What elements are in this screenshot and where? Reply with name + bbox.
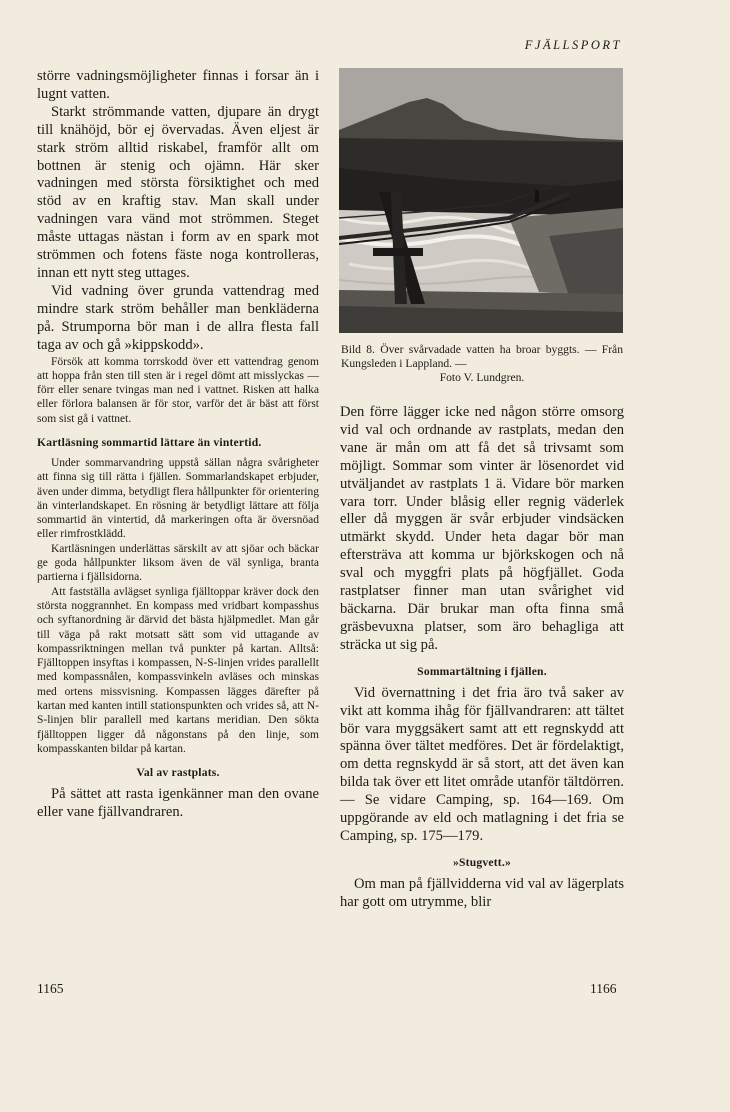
running-head: FJÄLLSPORT: [524, 38, 622, 52]
left-paragraph-8: På sättet att rasta igenkänner man den ovane eller vane fjällvandraren.: [37, 786, 319, 821]
right-column: [340, 404, 624, 912]
right-paragraph-1: Den förre lägger icke ned någon större omsorg vid val och ordnande av rastplats, medan den vane är mån om att få det så trivsamt som möjligt. Sommar som vinter är lösenordet vid utväljandet av rastplats 1 ä. Vidare bör marken vara torr. Under blåsig eller regnig väderlek eller då myggen är svår erbjuder vindsäcken utmärkt skydd. Under heta dagar bör man eftersträva att komma ur björkskogen och nå sval och myggfri plats på högfjället. Goda rastplatser finner man utan svårighet vid bäckarna. Där brukar man ofta finna små gräsbevuxna platser, som äro behagliga att sträcka ut sig på.: [340, 404, 624, 653]
left-paragraph-5: Under sommarvandring uppstå sällan några svårigheter att finna sig till rätta i fjällen. Sommarlandskapet erbjuder, även under dimma, betydligt flera hållpunkter för orientering än vinterlandskapet. En rösning är betydligt lättare att följa sommartid än vintertid, då markeringen ofta är översnöad eller rimfrostklädd.: [37, 456, 319, 541]
left-paragraph-3: Vid vadning över grunda vattendrag med mindre stark ström behåller man benkläderna på. Strumporna bör man i de allra flesta fall taga av och gå »kippskodd».: [37, 282, 319, 353]
heading-sommartaltning: Sommartältning i fjällen.: [417, 664, 547, 678]
right-paragraph-2: Vid övernattning i det fria äro två saker av vikt att komma ihåg för fjällvandraren: att tältet bör vara myggsäkert samt att ett regnskydd att spänna över tältet medföres. Det är fördelaktigt, om detta regnskydd är så stort, att det även kan bilda tak över ett litet område utanför tältdörren. — Se vidare Camping, sp. 164—169. Om uppgörande av eld och matlagning i det fria se Camping, sp. 175—179.: [340, 684, 624, 844]
photo-suspension-bridge: [339, 68, 623, 333]
left-column: [37, 68, 319, 822]
left-paragraph-1: större vadningsmöjligheter finnas i forsar än i lugnt vatten.: [37, 68, 319, 102]
caption-line-1: Bild 8. Över svårvadade vatten ha broar byggts. — Från Kungsleden i Lappland. —: [341, 343, 623, 370]
photo-suspension-bridge-icon: [339, 68, 623, 333]
heading-stugvett: »Stugvett.»: [453, 855, 511, 869]
left-paragraph-4: Försök att komma torrskodd över ett vattendrag genom att hoppa från sten till sten är i regel dömt att misslyckas — förr eller senare tvingas man ned i vattnet. Risken att halka eller förlora balansen är för stor, varför det är bäst att först som sist gå i vattnet.: [37, 355, 319, 425]
caption-line-2: Foto V. Lundgren.: [439, 371, 525, 384]
heading-kartlasning: Kartläsning sommartid lättare än vintertid.: [37, 435, 262, 449]
right-paragraph-3: Om man på fjällvidderna vid val av lägerplats har gott om utrymme, blir: [340, 875, 624, 910]
heading-val-av-rastplats: Val av rastplats.: [136, 766, 220, 780]
photo-caption: [341, 343, 623, 385]
left-paragraph-6: Kartläsningen underlättas särskilt av att sjöar och bäckar ge goda hållpunkter liksom även de väl synliga, branta partierna i fjällsidorna.: [37, 542, 319, 584]
page-number-left: 1165: [37, 981, 64, 996]
left-paragraph-2: Starkt strömmande vatten, djupare än drygt till knähöjd, bör ej övervadas. Även eljest är stark ström alltid riskabel, framför allt om bottnen är stenig och ojämn. Här sker vadningen med största försiktighet och med stöd av en kraftig stav. Man skall under vadningen vara vänd mot strömmen. Steget måste uttagas nästan i form av en spark mot strömmen och fotens fäste noga kontrolleras, innan ett nytt steg uttages.: [37, 103, 319, 281]
page-number-right: 1166: [590, 981, 617, 996]
left-paragraph-7: Att fastställa avlägset synliga fjälltoppar kräver dock den största noggrannhet. En kompass med vridbart kompasshus och syftanordning är därvid det bästa hjälpmedlet. Man går till väga på rakt motsatt sätt som vid uttagande av kompassriktningen mellan två punkter på kartan. Alltså: Fjälltoppen insyftas i kompassen, N-S-linjen vrides parallellt med kompassnålen, kompassvinkeln avläses och minskas med ortens missvisning. Kompassen lägges därefter på kartan med kanten intill stationspunkten och vrides så, att N-S-linjen blir parallell med kartans meridian. Den sökta fjälltoppen ligger då någonstans på den linje, som kompasskanten bildar på kartan.: [37, 585, 319, 755]
